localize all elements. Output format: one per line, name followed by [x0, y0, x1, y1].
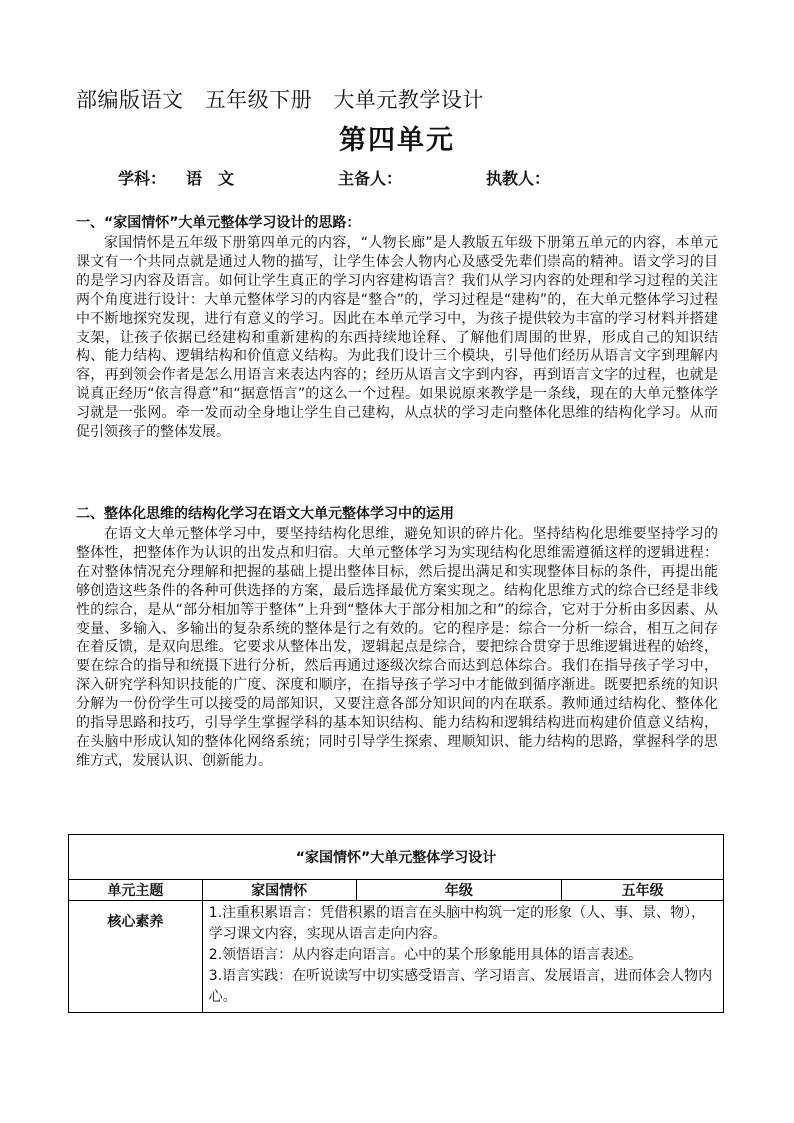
table-row-core-literacy: [69, 901, 724, 1013]
core-line-2: 学习课文内容，实现从语言走向内容。: [208, 926, 447, 942]
grade-label: 五年级下册: [204, 88, 313, 112]
header-cell-theme-value: 家国情怀: [202, 880, 356, 901]
core-literacy-label: 核心素养: [69, 901, 203, 1013]
core-literacy-content: [202, 901, 723, 1013]
header-cell-grade-value: 五年级: [562, 880, 724, 901]
teacher-label: 执教人：: [486, 169, 551, 188]
header-cell-unit-theme: 单元主题: [69, 880, 203, 901]
header-cell-grade: 年级: [356, 880, 562, 901]
core-line-3: 2.领悟语言：从内容走向语言。心中的某个形象能用具体的语言表述。: [208, 947, 643, 963]
document-header: [76, 84, 498, 114]
table-caption: “家国情怀”大单元整体学习设计: [69, 835, 724, 880]
core-line-4: 3.语言实践：在听说读写中切实感受语言、学习语言、发展语言，进而体会人物内心。: [208, 968, 713, 1005]
table-header-row: [69, 880, 724, 901]
section-2-heading: 二、整体化思维的结构化学习在语文大单元整体学习中的运用: [76, 506, 454, 522]
subject-value: 语 文: [186, 169, 235, 188]
section-1-paragraph: 家国情怀是五年级下册第四单元的内容，“人物长廊”是人教版五年级下册第五单元的内容，本单元课文有一个共同点就是通过人物的描写，让学生体会人物内心及感受先辈们崇高的精神。语文学习的目的是学习内容及语言。如何让学生真正的学习内容建构语言？我们从学习内容的处理和学习过程的关注两个角度进行设计：大单元整体学习的内容是“整合”的，学习过程是“建构”的，在大单元整体学习过程中不断地探究发现，进行有意义的学习。因此在本单元学习中，为孩子提供较为丰富的学习材料并搭建支架，让孩子依据已经建构和重新建构的东西持续地诠释、了解他们周围的世界，形成自己的知识结构、能力结构、逻辑结构和价值意义结构。为此我们设计三个模块，引导他们经历从语言文字到理解内容，再到领会作者是怎么用语言来表达内容的；经历从语言文字到内容，再到语言文字的过程，也就是说真正经历“依言得意”和“据意悟言”的这么一个过程。如果说原来教学是一条线，现在的大单元整体学习就是一张网。牵一发而动全身地让学生自己建构，从点状的学习走向整体化思维的结构化学习。从而促引领孩子的整体发展。: [76, 235, 718, 441]
section-2-paragraph: 在语文大单元整体学习中，要坚持结构化思维，避免知识的碎片化。坚持结构化思维要坚持学习的整体性，把整体作为认识的出发点和归宿。大单元整体学习为实现结构化思维需遵循这样的逻辑进程：在对整体情况充分理解和把握的基础上提出整体目标，然后提出满足和实现整体目标的条件，再提出能够创造这些条件的各种可供选择的方案，最后选择最优方案实现之。结构化思维方式的综合已经是非线性的综合，是从“部分相加等于整体”上升到“整体大于部分相加之和”的综合，它对于分析由多因素、从变量、多输入、多输出的复杂系统的整体是行之有效的。它的程序是：综合一分析一综合，相互之间存在着反馈，是双向思维。它要求从整体出发，逻辑起点是综合，要把综合贯穿于思维逻辑进程的始终，要在综合的指导和统摄下进行分析，然后再通过逐级次综合而达到总体综合。我们在指导孩子学习中，深入研究学科知识技能的广度、深度和顺序，在指导孩子学习中才能做到循序渐进。既要把系统的知识分解为一份份学生可以接受的局部知识，又要注意各部分知识间的内在联系。教师通过结构化、整体化的指导思路和技巧，引导学生掌握学科的基本知识结构、能力结构和逻辑结构进而构建价值意义结构，在头脑中形成认知的整体化网络系统；同时引导学生探索、理顺知识、能力结构的思路，掌握科学的思维方式，发展认识、创新能力。: [76, 526, 718, 769]
unit-design-table: [68, 834, 724, 1013]
doc-type-label: 大单元教学设计: [333, 88, 484, 112]
subject-label: 学科：: [118, 169, 167, 188]
core-line-1: 1.注重积累语言：凭借积累的语言在头脑中构筑一定的形象（人、事、景、物），: [208, 905, 706, 921]
publisher-label: 部编版语文: [76, 88, 184, 112]
preparer-label: 主备人：: [338, 169, 403, 188]
unit-title: 第四单元: [339, 125, 455, 156]
section-1-heading: 一、“家国情怀”大单元整体学习设计的思路：: [76, 215, 361, 231]
